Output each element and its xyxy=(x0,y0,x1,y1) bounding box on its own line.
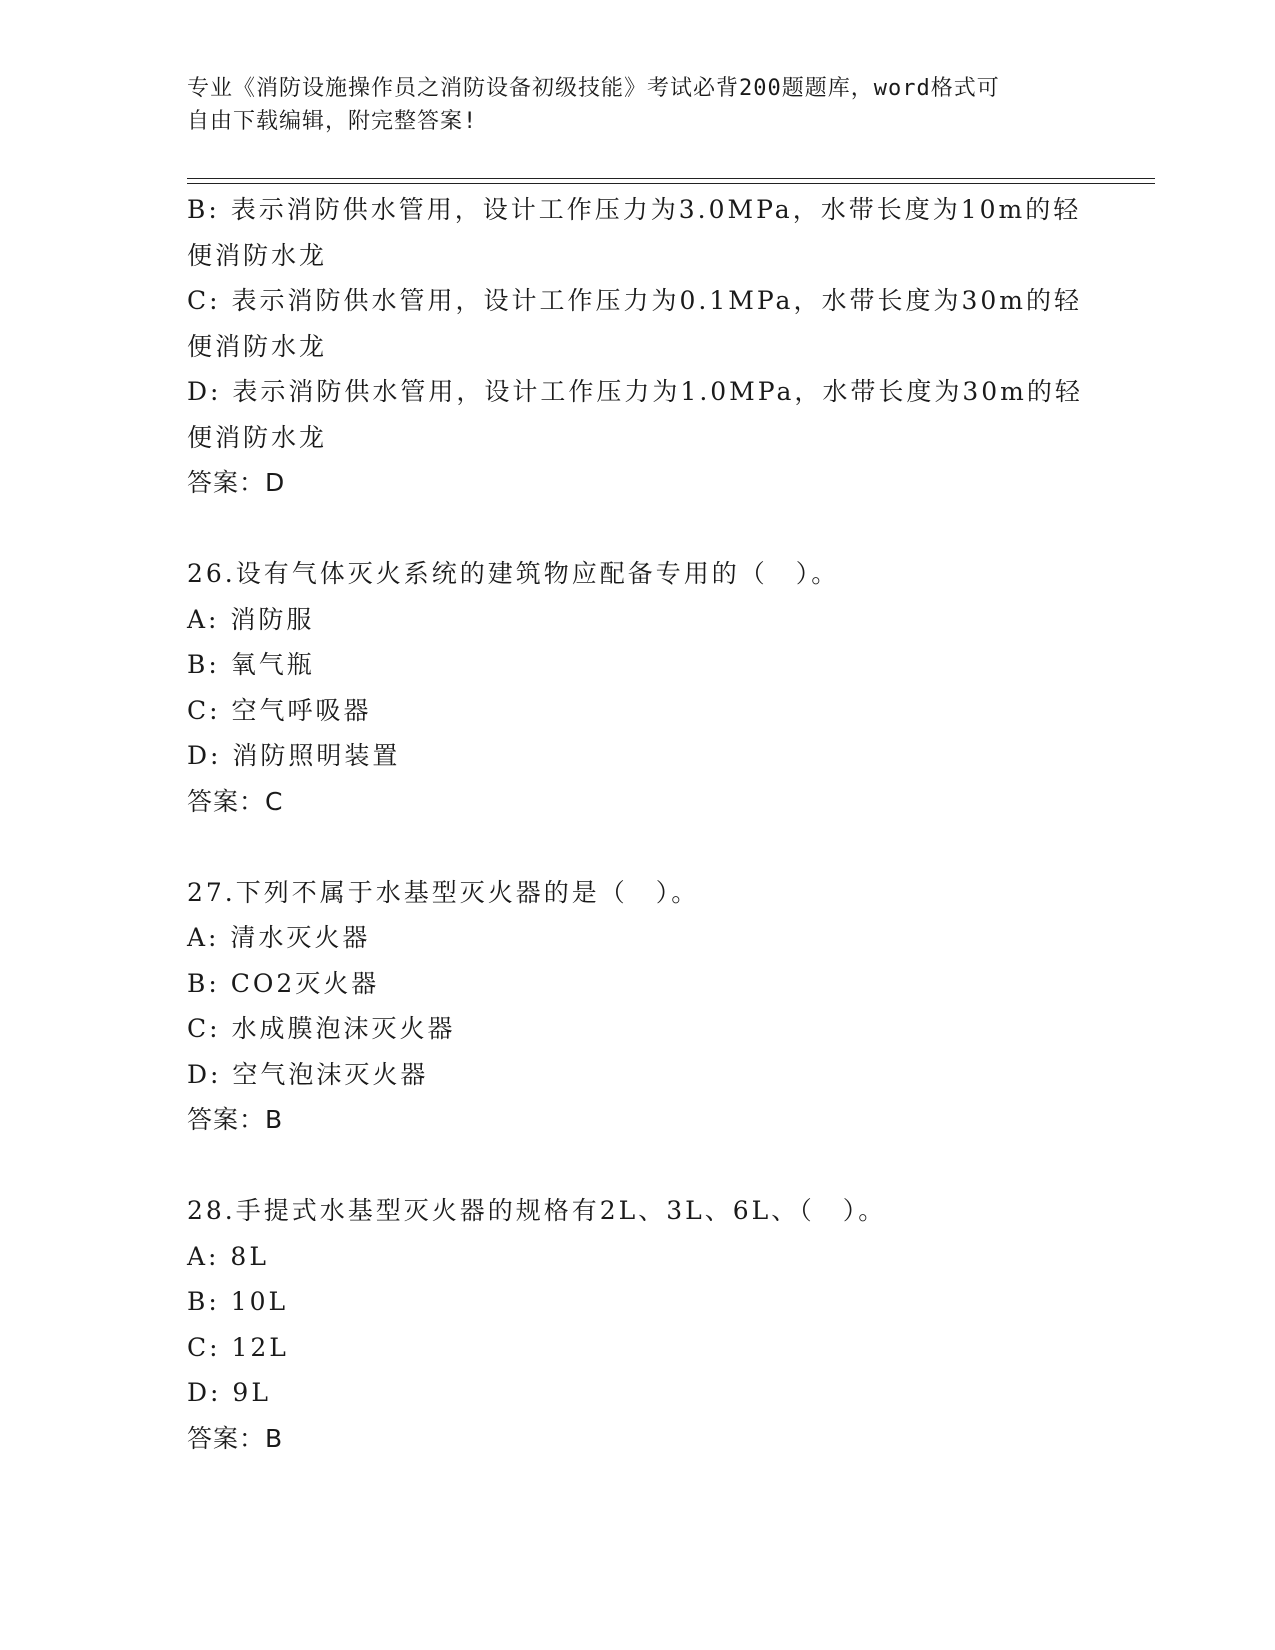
answer: 答案：D xyxy=(187,468,286,497)
document-header xyxy=(187,72,1087,138)
option-b-line-2: 便消防水龙 xyxy=(187,240,328,270)
spacer xyxy=(187,1143,1087,1189)
option-d-line-2: 便消防水龙 xyxy=(187,422,328,452)
option-c-line-1: C: 表示消防供水管用，设计工作压力为0.1MPa，水带长度为30m的轻 xyxy=(187,286,1082,315)
option-c: C: 水成膜泡沫灭火器 xyxy=(187,1014,456,1043)
option-b: B: CO2灭火器 xyxy=(187,968,380,998)
header-line-1: 专业《消防设施操作员之消防设备初级技能》考试必背200题题库，word格式可 xyxy=(187,76,1000,101)
option-a: A: 清水灭火器 xyxy=(187,923,371,952)
option-b-line-1: B: 表示消防供水管用，设计工作压力为3.0MPa，水带长度为10m的轻 xyxy=(187,195,1082,224)
option-d: D: 消防照明装置 xyxy=(187,741,401,770)
question-content xyxy=(187,187,1087,1461)
spacer xyxy=(187,824,1087,870)
answer: 答案：C xyxy=(187,786,284,816)
question-27 xyxy=(187,870,1087,1143)
answer: 答案：B xyxy=(187,1423,284,1453)
answer: 答案：B xyxy=(187,1105,284,1134)
question-25-continued xyxy=(187,187,1087,506)
question-stem: 27.下列不属于水基型灭火器的是（ ）。 xyxy=(187,877,700,907)
option-c: C: 12L xyxy=(187,1332,289,1362)
option-d: D: 空气泡沫灭火器 xyxy=(187,1059,429,1089)
spacer xyxy=(187,506,1087,552)
option-d: D: 9L xyxy=(187,1378,271,1407)
header-divider-top xyxy=(187,178,1155,179)
option-d-line-1: D: 表示消防供水管用，设计工作压力为1.0MPa，水带长度为30m的轻 xyxy=(187,377,1083,406)
option-b: B: 10L xyxy=(187,1287,289,1316)
option-c: C: 空气呼吸器 xyxy=(187,695,372,725)
header-line-2: 自由下载编辑，附完整答案! xyxy=(187,109,478,134)
question-26 xyxy=(187,551,1087,824)
question-stem: 28.手提式水基型灭火器的规格有2L、3L、6L、（ ）。 xyxy=(187,1196,887,1225)
header-divider-bottom xyxy=(187,183,1155,184)
option-b: B: 氧气瓶 xyxy=(187,650,315,679)
question-stem: 26.设有气体灭火系统的建筑物应配备专用的（ ）。 xyxy=(187,559,840,588)
option-a: A: 8L xyxy=(187,1241,269,1271)
question-28 xyxy=(187,1188,1087,1461)
option-c-line-2: 便消防水龙 xyxy=(187,331,328,361)
option-a: A: 消防服 xyxy=(187,604,315,634)
